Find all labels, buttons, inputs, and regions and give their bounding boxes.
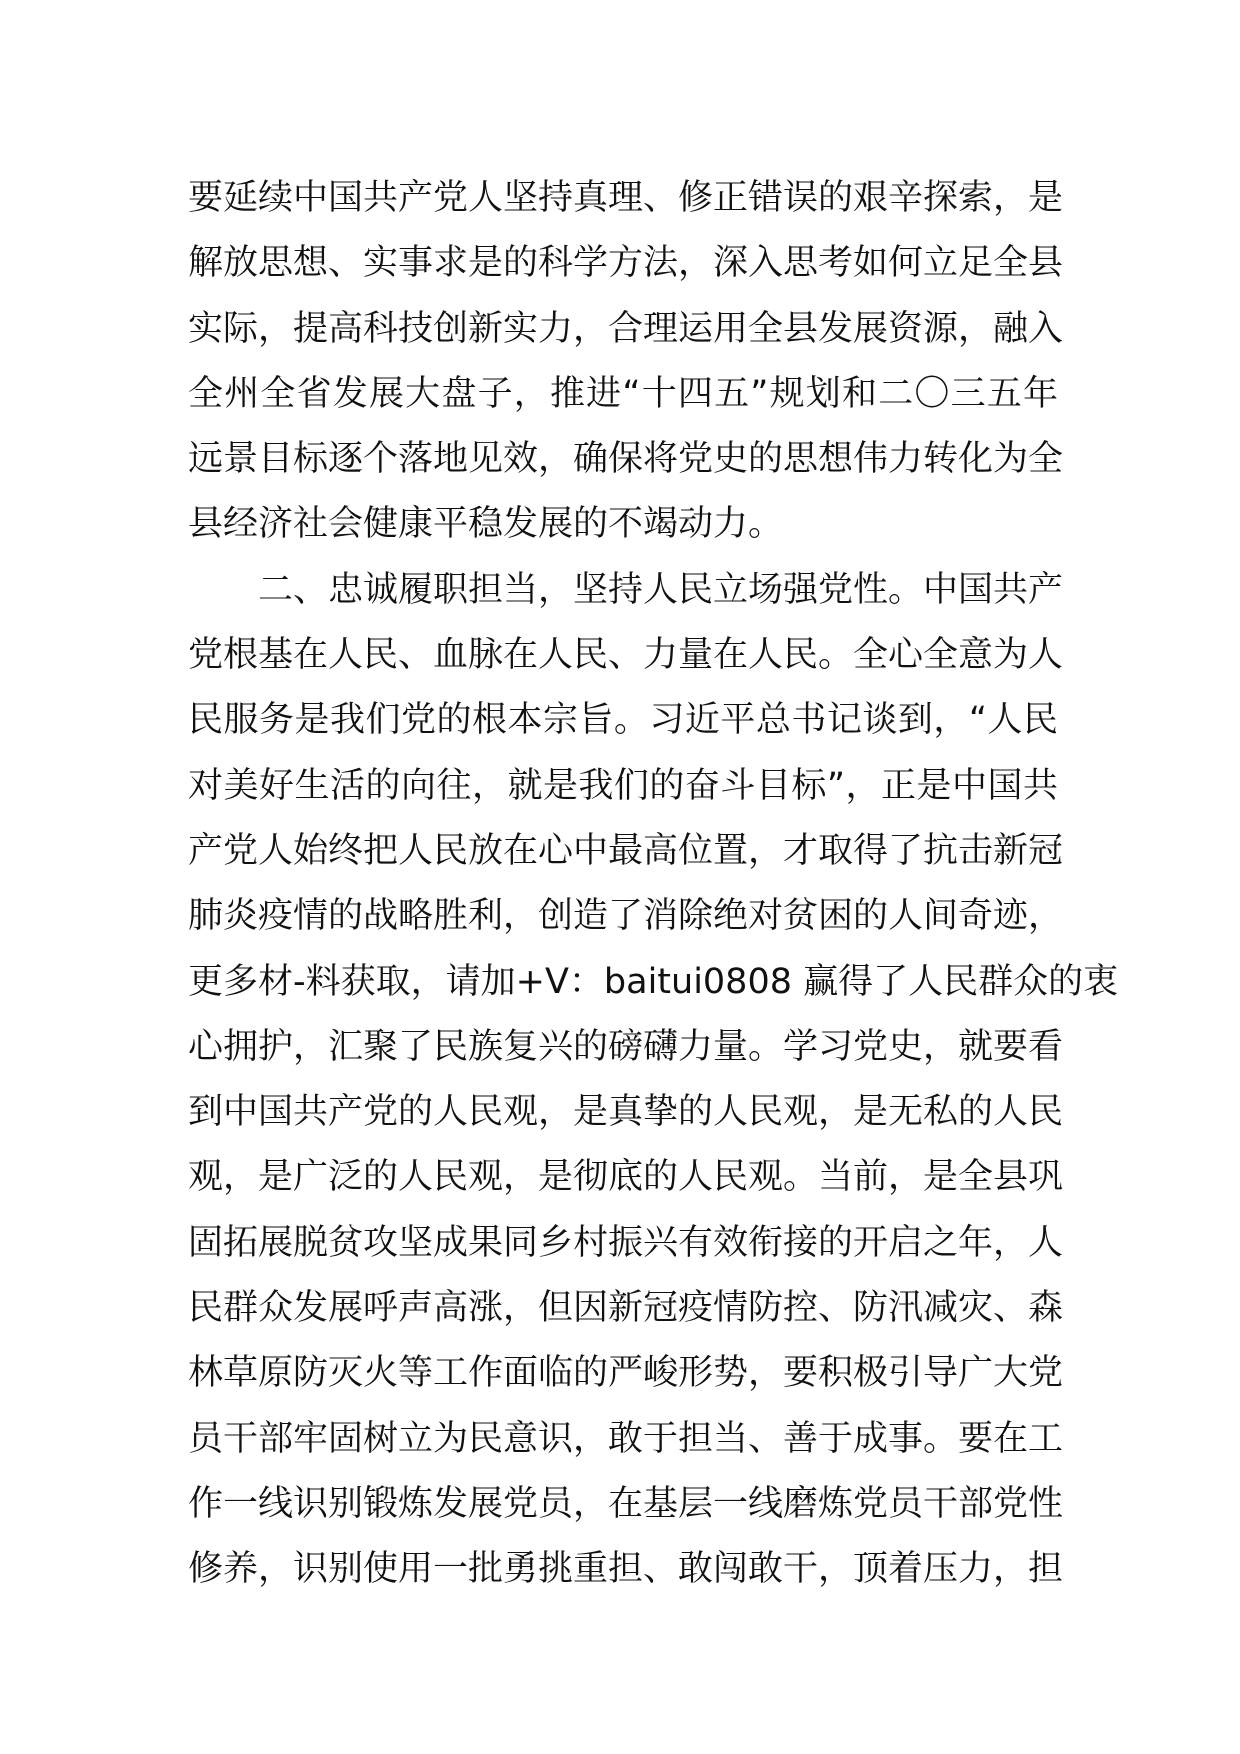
text-line: 县经济社会健康平稳发展的不竭动力。 — [188, 504, 784, 545]
section-heading-line: 二、忠诚履职担当，坚持人民立场强党性。中国共产 — [258, 569, 1064, 610]
text-line: 民群众发展呼声高涨，但因新冠疫情防控、防汛减灾、森 — [188, 1288, 1064, 1329]
text-line: 更多材-料获取，请加+V：baitui0808 赢得了人民群众的衷 — [188, 961, 1119, 1002]
text-line: 修养，识别使用一批勇挑重担、敢闯敢干，顶着压力，担 — [188, 1549, 1064, 1590]
text-line: 心拥护，汇聚了民族复兴的磅礴力量。学习党史，就要看 — [188, 1026, 1064, 1067]
text-line: 肺炎疫情的战略胜利，创造了消除绝对贫困的人间奇迹， — [188, 896, 1064, 937]
text-line: 远景目标逐个落地见效，确保将党史的思想伟力转化为全 — [188, 439, 1064, 480]
text-line: 实际，提高科技创新实力，合理运用全县发展资源，融入 — [188, 308, 1064, 349]
body-text — [188, 166, 1119, 1603]
text-line: 到中国共产党的人民观，是真挚的人民观，是无私的人民 — [188, 1092, 1064, 1133]
text-line: 产党人始终把人民放在心中最高位置，才取得了抗击新冠 — [188, 830, 1064, 871]
text-line: 作一线识别锻炼发展党员，在基层一线磨炼党员干部党性 — [188, 1483, 1064, 1524]
text-line: 民服务是我们党的根本宗旨。习近平总书记谈到，“人民 — [188, 700, 1058, 741]
text-line: 全州全省发展大盘子，推进“十四五”规划和二〇三五年 — [188, 373, 1058, 414]
text-line: 观，是广泛的人民观，是彻底的人民观。当前，是全县巩 — [188, 1157, 1064, 1198]
text-line: 固拓展脱贫攻坚成果同乡村振兴有效衔接的开启之年，人 — [188, 1222, 1064, 1263]
text-line: 要延续中国共产党人坚持真理、修正错误的艰辛探索，是 — [188, 178, 1064, 218]
text-line: 林草原防灭火等工作面临的严峻形势，要积极引导广大党 — [188, 1353, 1064, 1394]
text-line: 员干部牢固树立为民意识，敢于担当、善于成事。要在工 — [188, 1418, 1064, 1459]
text-line: 对美好生活的向往，就是我们的奋斗目标”，正是中国共 — [188, 765, 1058, 806]
text-line: 党根基在人民、血脉在人民、力量在人民。全心全意为人 — [188, 635, 1064, 676]
text-line: 解放思想、实事求是的科学方法，深入思考如何立足全县 — [188, 243, 1064, 284]
